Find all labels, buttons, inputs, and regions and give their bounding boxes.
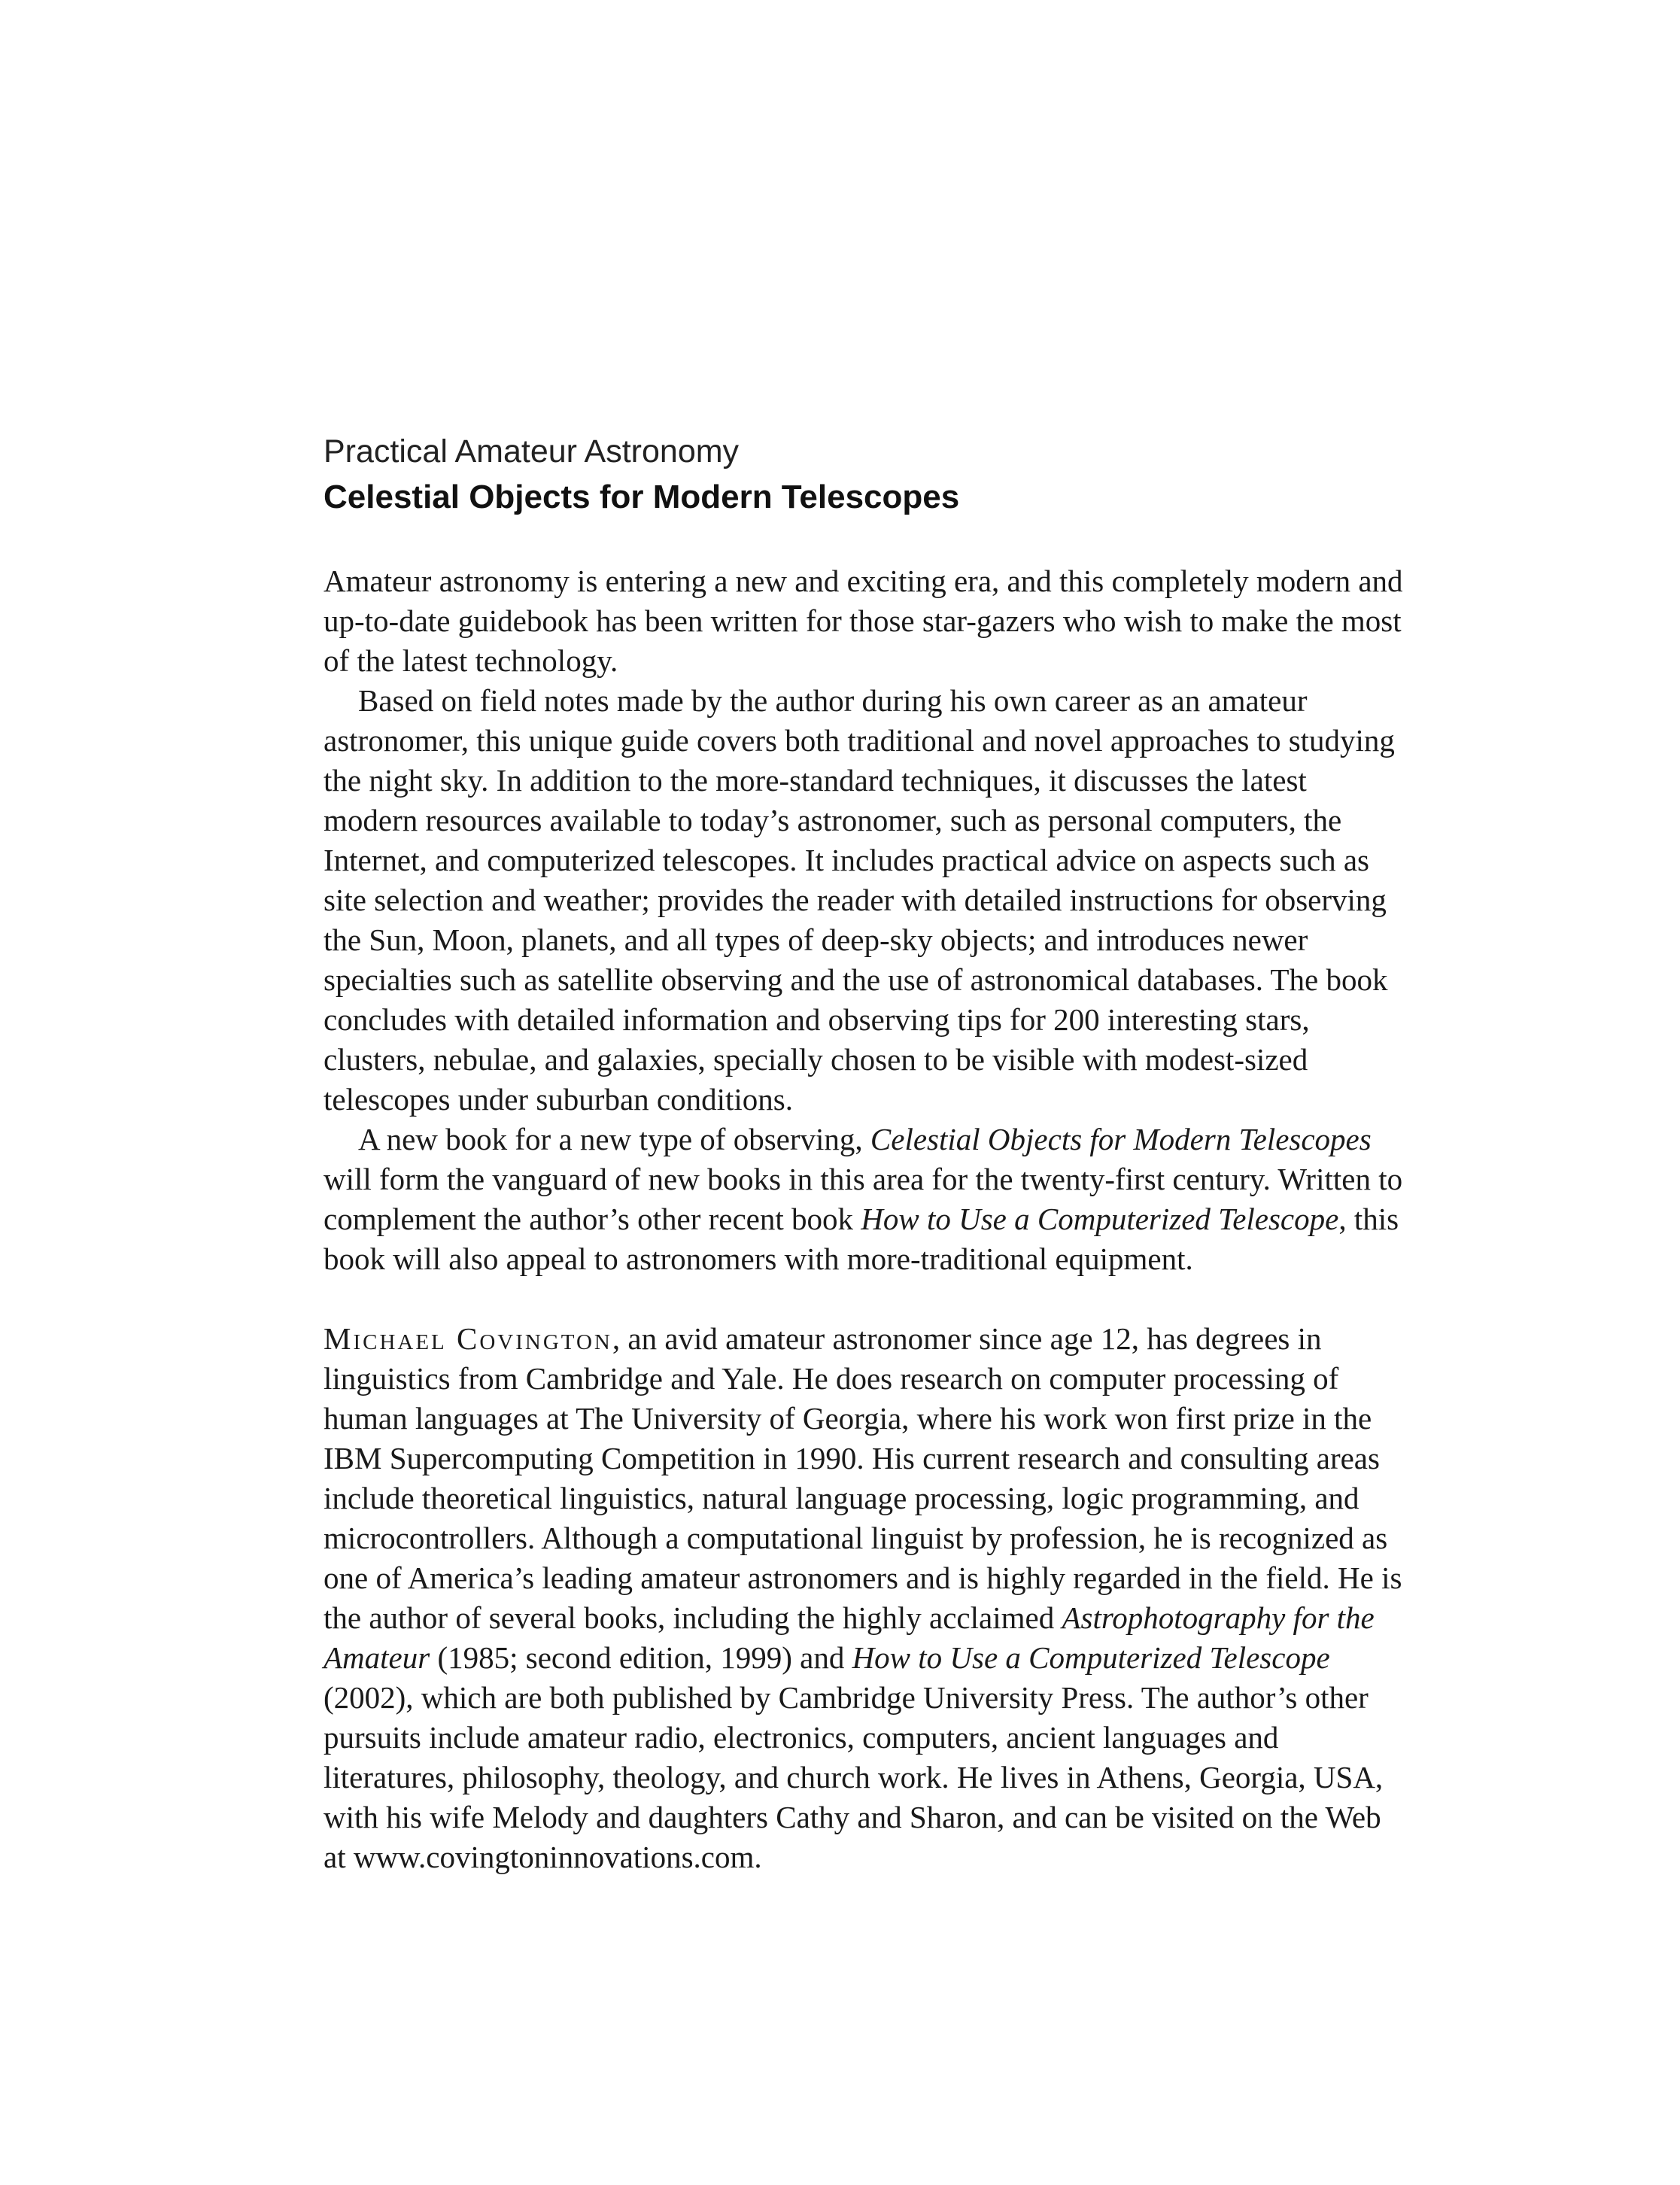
description-paragraph-1: Amateur astronomy is entering a new and exciting era, and this completely modern and up-to-date guidebook has been written for those star-gazers who wish to make the most of the latest technology. [324, 564, 1403, 678]
description-paragraph-2: Based on field notes made by the author during his own career as an amateur astronomer, this unique guide covers both traditional and novel approaches to studying the night sky. In addition to the more-standard techniques, it discusses the latest modern resources available to today’s astronomer, such as personal computers, the Internet, and computerized telescopes. It includes practical advice on aspects such as site selection and weather; provides the reader with detailed instructions for observing the Sun, Moon, planets, and all types of deep-sky objects; and introduces newer specialties such as satellite observing and the use of astronomical databases. The book concludes with detailed information and observing tips for 200 interesting stars, clusters, nebulae, and galaxies, specially chosen to be visible with modest-sized telescopes under suburban conditions. [324, 683, 1395, 1117]
bio-text-3: (2002), which are both published by Cambridge University Press. The author’s other pursuits include amateur radio, electronics, computers, ancient languages and literatures, philosophy, theology, and church work. He lives in Athens, Georgia, USA, with his wife Melody and daughters Cathy and Sharon, and can be visited on the Web at www.covingtoninnovations.com. [324, 1680, 1384, 1874]
book-page [324, 429, 1407, 1877]
p3-text-after: , this book will also appeal to astronomers with more-traditional equipment. [324, 1202, 1399, 1276]
p3-related-book-italic: How to Use a Computerized Telescope [861, 1202, 1339, 1236]
description-paragraph-3 [324, 1120, 1407, 1279]
book-title: Celestial Objects for Modern Telescopes [324, 479, 960, 515]
bio-text-2: (1985; second edition, 1999) and [430, 1640, 852, 1675]
author-bio [324, 1319, 1407, 1877]
series-title: Practical Amateur Astronomy [324, 433, 740, 470]
p3-text-middle: will form the vanguard of new books in this area for the twenty-first century. Written to complement the author’s other recent book [324, 1162, 1403, 1236]
p3-text-before: A new book for a new type of observing, [358, 1122, 870, 1156]
bio-book-italic-2: How to Use a Computerized Telescope [852, 1640, 1330, 1675]
bio-text-1: , an avid amateur astronomer since age 12, has degrees in linguistics from Cambridge and Yale. He does research on computer processing of human languages at The University of Georgia, where his work won first prize in the IBM Supercomputing Competition in 1990. His current research and consulting areas include theoretical linguistics, natural language processing, logic programming, and microcontrollers. Although a computational linguist by profession, he is recognized as one of America’s leading amateur astronomers and is highly regarded in the field. He is the author of several books, including the highly acclaimed [324, 1321, 1402, 1635]
bio-paragraph [324, 1319, 1407, 1877]
p3-book-title-italic: Celestial Objects for Modern Telescopes [870, 1122, 1372, 1156]
book-description [324, 561, 1407, 1279]
bio-book-italic-1: Astrophotography for the Amateur [324, 1600, 1375, 1675]
author-name: Michael Covington [324, 1321, 612, 1356]
